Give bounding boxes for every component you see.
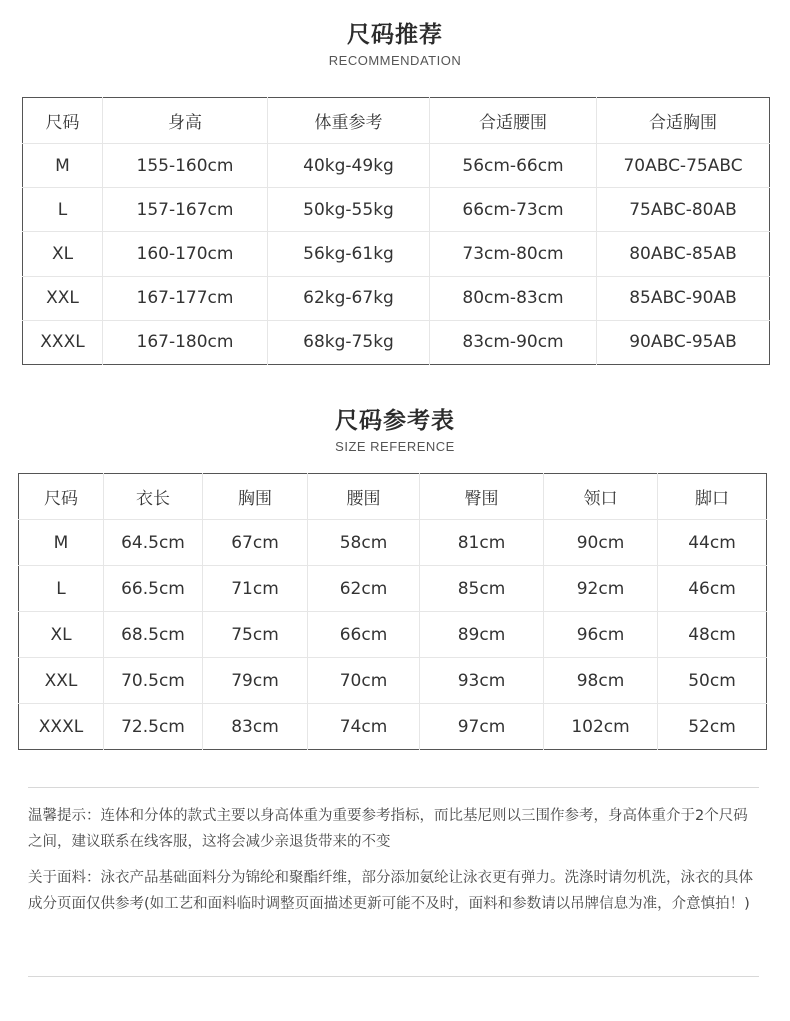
table-cell: 167-180cm — [103, 320, 268, 364]
col-header: 合适腰围 — [430, 98, 597, 144]
table-cell: 62kg-67kg — [268, 276, 430, 320]
table-cell: 80ABC-85AB — [597, 232, 770, 276]
table-cell: L — [19, 566, 104, 612]
recommendation-title: 尺码推荐 — [347, 22, 443, 48]
table-cell: 74cm — [308, 704, 420, 750]
table-cell: 160-170cm — [103, 232, 268, 276]
table-cell: 75cm — [203, 612, 308, 658]
table-cell: 90cm — [544, 520, 658, 566]
col-header: 尺码 — [23, 98, 103, 144]
table-header-row — [19, 474, 767, 520]
table-cell: 70ABC-75ABC — [597, 144, 770, 188]
table-row — [23, 232, 770, 276]
table-cell: 40kg-49kg — [268, 144, 430, 188]
table-cell: 70cm — [308, 658, 420, 704]
table-cell: 50cm — [658, 658, 767, 704]
reference-subtitle: SIZE REFERENCE — [335, 439, 455, 454]
table-cell: 71cm — [203, 566, 308, 612]
table-row — [19, 612, 767, 658]
divider-top — [28, 787, 759, 788]
table-cell: XXXL — [23, 320, 103, 364]
table-cell: 102cm — [544, 704, 658, 750]
table-cell: 58cm — [308, 520, 420, 566]
table-cell: XL — [19, 612, 104, 658]
reference-heading — [0, 402, 790, 454]
fabric-note: 关于面料：泳衣产品基础面料分为锦纶和聚酯纤维，部分添加氨纶让泳衣更有弹力。洗涤时请勿机洗，泳衣的具体成分页面仅供参考(如工艺和面料临时调整页面描述更新可能不及时，面料和参数请以吊牌信息为准，介意慎拍！) — [28, 870, 753, 912]
col-header: 胸围 — [203, 474, 308, 520]
table-cell: 66cm — [308, 612, 420, 658]
table-cell: 66.5cm — [104, 566, 203, 612]
table-cell: XXXL — [19, 704, 104, 750]
table-cell: 72.5cm — [104, 704, 203, 750]
table-cell: 70.5cm — [104, 658, 203, 704]
table-cell: L — [23, 188, 103, 232]
table-cell: 93cm — [420, 658, 544, 704]
table-row — [19, 658, 767, 704]
table-cell: 157-167cm — [103, 188, 268, 232]
col-header: 臀围 — [420, 474, 544, 520]
table-row — [23, 320, 770, 364]
table-cell: 80cm-83cm — [430, 276, 597, 320]
table-row — [23, 188, 770, 232]
table-cell: 73cm-80cm — [430, 232, 597, 276]
col-header: 领口 — [544, 474, 658, 520]
table-cell: 96cm — [544, 612, 658, 658]
table-row — [19, 566, 767, 612]
table-row — [19, 704, 767, 750]
table-cell: XL — [23, 232, 103, 276]
table-cell: 66cm-73cm — [430, 188, 597, 232]
table-row — [19, 520, 767, 566]
divider-bottom — [28, 976, 759, 977]
table-cell: 48cm — [658, 612, 767, 658]
table-cell: XXL — [19, 658, 104, 704]
table-cell: 64.5cm — [104, 520, 203, 566]
table-header-row — [23, 98, 770, 144]
tip-note: 温馨提示：连体和分体的款式主要以身高体重为重要参考指标，而比基尼则以三围作参考，身高体重介于2个尺码之间，建议联系在线客服，这将会减少亲退货带来的不变 — [28, 808, 748, 850]
table-cell: 92cm — [544, 566, 658, 612]
table-cell: 83cm-90cm — [430, 320, 597, 364]
table-cell: 90ABC-95AB — [629, 332, 737, 353]
col-header: 合适胸围 — [597, 98, 770, 144]
table-cell: 97cm — [420, 704, 544, 750]
table-cell: 85ABC-90AB — [597, 276, 770, 320]
table-cell: 56kg-61kg — [268, 232, 430, 276]
table-cell: 44cm — [658, 520, 767, 566]
col-header: 尺码 — [19, 474, 104, 520]
table-cell: 83cm — [203, 704, 308, 750]
table-cell: 50kg-55kg — [268, 188, 430, 232]
table-cell: 98cm — [544, 658, 658, 704]
table-cell: 68kg-75kg — [268, 320, 430, 364]
col-header: 腰围 — [308, 474, 420, 520]
table-cell: 81cm — [420, 520, 544, 566]
recommendation-subtitle: RECOMMENDATION — [328, 53, 462, 68]
table-row — [23, 144, 770, 188]
reference-table — [18, 473, 767, 750]
notes-block — [28, 803, 762, 917]
table-cell: XXL — [23, 276, 103, 320]
table-cell: 167-177cm — [103, 276, 268, 320]
table-cell: 85cm — [420, 566, 544, 612]
table-cell: 46cm — [658, 566, 767, 612]
table-cell: 68.5cm — [104, 612, 203, 658]
col-header: 脚口 — [658, 474, 767, 520]
table-cell: 155-160cm — [103, 144, 268, 188]
recommendation-table — [22, 97, 770, 365]
table-cell: 79cm — [203, 658, 308, 704]
table-cell: 52cm — [688, 716, 736, 737]
table-cell: 62cm — [308, 566, 420, 612]
table-cell: 75ABC-80AB — [597, 188, 770, 232]
table-cell: M — [23, 144, 103, 188]
table-row — [23, 276, 770, 320]
table-cell: 56cm-66cm — [430, 144, 597, 188]
col-header: 体重参考 — [268, 98, 430, 144]
table-cell: M — [19, 520, 104, 566]
table-cell: 67cm — [203, 520, 308, 566]
col-header: 身高 — [103, 98, 268, 144]
recommendation-heading — [0, 16, 790, 68]
reference-title: 尺码参考表 — [335, 408, 455, 434]
table-cell: 89cm — [420, 612, 544, 658]
col-header: 衣长 — [104, 474, 203, 520]
